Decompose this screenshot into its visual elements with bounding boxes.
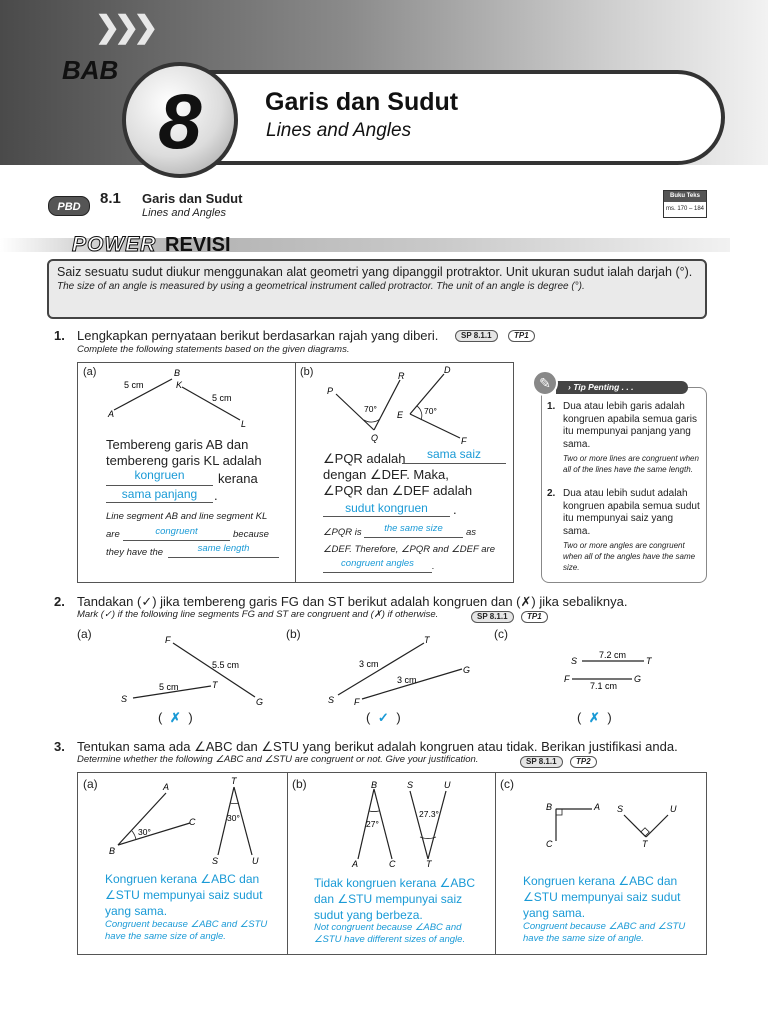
power-heading: POWER — [72, 233, 157, 256]
column-divider — [495, 772, 496, 955]
q2b-segments-diagram — [320, 633, 480, 708]
close-paren: ) — [607, 710, 612, 725]
q1a-en-because: because — [233, 529, 269, 540]
q3c-angles-diagram — [540, 795, 690, 855]
point-s-label: S — [328, 695, 335, 705]
point-d-label: D — [444, 365, 451, 375]
point-e-label: E — [397, 410, 404, 420]
revision-text-en: The size of an angle is measured by using a geometrical instrument called protractor. The unit of an angle is degree (°). — [57, 281, 585, 292]
tp-tag: TP2 — [570, 756, 597, 768]
answer-blank — [364, 537, 463, 538]
q3c-answer-en: Congruent because ∠ABC and ∠STU have the same size of angle. — [523, 921, 686, 944]
q1a-line1: Tembereng garis AB dan — [106, 437, 249, 452]
point-p-label: P — [327, 386, 334, 396]
question-1-number: 1. — [54, 328, 65, 343]
length-ab-label: 5 cm — [124, 380, 144, 390]
chapter-title-frame — [160, 70, 725, 165]
point-t-label: T — [424, 635, 430, 645]
q1b-period: . — [453, 502, 457, 517]
section-number: 8.1 — [100, 190, 121, 207]
q2-part-a-label: (a) — [77, 627, 92, 641]
q3b-angles-diagram — [340, 775, 460, 870]
open-paren: ( — [158, 710, 163, 725]
q3a-angles-diagram — [100, 775, 270, 870]
answer-blank — [106, 485, 213, 486]
angle-pqr-label: 70° — [364, 404, 377, 414]
length-fg-label: 3 cm — [397, 675, 417, 685]
revisi-heading: REVISI — [165, 234, 231, 256]
column-divider — [287, 772, 288, 955]
close-paren: ) — [396, 710, 401, 725]
column-divider — [295, 362, 296, 583]
question-3-number: 3. — [54, 739, 65, 754]
q1b-en-line2: ∠DEF. Therefore, ∠PQR and ∠DEF are — [323, 544, 495, 555]
point-f-label: F — [564, 674, 570, 684]
length-st-label: 3 cm — [359, 659, 379, 669]
sp-tag: SP 8.1.1 — [520, 756, 563, 768]
point-c-label: C — [389, 859, 396, 869]
q2a-mark — [158, 710, 193, 726]
length-st-label: 7.2 cm — [599, 650, 627, 660]
point-a-label: A — [163, 782, 170, 792]
q1a-en-line1: Line segment AB and line segment KL — [106, 511, 268, 522]
point-b-label: B — [109, 846, 116, 856]
tip-2-text: Dua atau lebih sudut adalah kongruen apabila semua sudut itu mempunyai saiz yang sama. — [563, 488, 700, 537]
q3-part-b-label: (b) — [292, 777, 307, 791]
question-2-text-en: Mark (✓) if the following line segments FG and ST are congruent and (✗) if otherwise. — [77, 609, 439, 620]
cross-mark-icon: ✗ — [169, 710, 181, 725]
point-b-label: B — [371, 780, 378, 790]
q1a-en-they-have: they have the — [106, 547, 164, 558]
point-f-label: F — [165, 635, 171, 645]
line-segments-diagram — [100, 365, 260, 430]
tp-tag: TP1 — [508, 330, 535, 342]
question-3-text: Tentukan sama ada ∠ABC dan ∠STU yang berikut adalah kongruen atau tidak. Berikan justifikasi anda. — [77, 739, 678, 754]
question-1-text-en: Complete the following statements based on the given diagrams. — [77, 344, 350, 355]
q1a-en-answer-2: same length — [197, 543, 250, 554]
textbook-reference — [663, 190, 707, 218]
chapter-title: Garis dan Sudut — [265, 88, 459, 116]
sp-tag: SP 8.1.1 — [455, 330, 498, 342]
answer-blank — [323, 572, 432, 573]
point-b-label: B — [546, 802, 553, 812]
chapter-number: 8 — [158, 77, 202, 165]
answer-blank — [168, 557, 279, 558]
q2a-segments-diagram — [115, 633, 275, 708]
q1a-en-answer-1: congruent — [155, 526, 198, 537]
angle-stu-label: 27.3° — [419, 809, 439, 819]
length-st-label: 5 cm — [159, 682, 179, 692]
length-kl-label: 5 cm — [212, 393, 232, 403]
q2c-segments-diagram — [562, 645, 672, 695]
part-b-label: (b) — [300, 366, 314, 378]
point-k-label: K — [176, 380, 183, 390]
tip-1-text-en: Two or more lines are congruent when all of the lines have the same length. — [563, 454, 699, 474]
point-u-label: U — [444, 780, 451, 790]
close-paren: ) — [188, 710, 193, 725]
point-g-label: G — [463, 665, 471, 675]
q3b-answer-en: Not congruent because ∠ABC and ∠STU have different sizes of angle. — [314, 922, 466, 945]
revision-note-box — [47, 259, 707, 319]
textbook-pages: ms. 170 – 184 — [665, 206, 705, 212]
q1b-en-answer-1: the same size — [384, 523, 443, 534]
point-s-label: S — [617, 804, 624, 814]
q1b-answer-2: sudut kongruen — [345, 501, 428, 515]
point-c-label: C — [189, 817, 196, 827]
point-f-label: F — [354, 697, 360, 707]
angle-stu-label: 30° — [227, 813, 240, 823]
point-r-label: R — [398, 371, 405, 381]
q3-part-a-label: (a) — [83, 777, 98, 791]
point-t-label: T — [426, 859, 432, 869]
revision-text-ms: Saiz sesuatu sudut diukur menggunakan alat geometri yang dipanggil protraktor. Unit ukuran sudut ialah darjah (°). — [57, 265, 693, 279]
q1b-line2: dengan ∠DEF. Maka, — [323, 467, 449, 482]
point-t-label: T — [646, 656, 652, 666]
point-g-label: G — [634, 674, 642, 684]
q2-part-c-label: (c) — [494, 627, 508, 641]
q3a-answer: Kongruen kerana ∠ABC dan ∠STU mempunyai saiz sudut yang sama. — [105, 872, 263, 918]
q1b-en-as: as — [466, 527, 477, 538]
q1b-line1: ∠PQR adalah — [323, 451, 406, 466]
sp-tag: SP 8.1.1 — [471, 611, 514, 623]
angle-def-label: 70° — [424, 406, 437, 416]
point-b-label: B — [174, 368, 181, 378]
q1b-line3: ∠PQR dan ∠DEF adalah — [323, 483, 473, 498]
length-fg-label: 7.1 cm — [590, 681, 618, 691]
q1b-en-period: . — [432, 561, 435, 572]
question-1-text: Lengkapkan pernyataan berikut berdasarkan rajah yang diberi. — [77, 328, 439, 343]
textbook-label: Buku Teks — [664, 191, 706, 202]
check-mark-icon: ✓ — [377, 710, 389, 725]
point-t-label: T — [231, 776, 237, 786]
q2c-mark — [577, 710, 612, 726]
chapter-label: BAB — [62, 55, 119, 85]
tip-2-text-en: Two or more angles are congruent when all of the angles have the same size. — [563, 541, 696, 572]
point-c-label: C — [546, 839, 553, 849]
q1a-kerana: kerana — [218, 471, 258, 486]
section-title: Garis dan Sudut — [142, 191, 243, 206]
point-a-label: A — [352, 859, 359, 869]
tp-tag: TP1 — [521, 611, 548, 623]
question-2-number: 2. — [54, 594, 65, 609]
answer-blank — [323, 516, 450, 517]
q1b-en-line1: ∠PQR is — [323, 527, 362, 538]
q1b-answer-1: sama saiz — [426, 447, 482, 461]
q1a-en-are: are — [106, 529, 120, 540]
point-s-label: S — [571, 656, 578, 666]
length-fg-label: 5.5 cm — [212, 660, 240, 670]
tip-1-text: Dua atau lebih garis adalah kongruen apabila semua garis itu mempunyai panjang yang sama. — [563, 401, 697, 450]
question-2-text: Tandakan (✓) jika tembereng garis FG dan ST berikut adalah kongruen dan (✗) jika sebaliknya. — [77, 594, 628, 609]
answer-blank — [106, 502, 213, 503]
part-a-label: (a) — [83, 366, 97, 378]
chapter-subtitle: Lines and Angles — [266, 120, 412, 141]
tip-title: › Tip Penting . . . — [556, 381, 688, 394]
angle-abc-label: 30° — [138, 827, 151, 837]
q2-part-b-label: (b) — [286, 627, 301, 641]
point-t-label: T — [642, 839, 648, 849]
answer-blank — [402, 463, 506, 464]
point-s-label: S — [212, 856, 219, 866]
q2b-mark — [366, 710, 401, 726]
point-a-label: A — [108, 409, 115, 419]
q1a-line2: tembereng garis KL adalah — [106, 453, 262, 468]
angles-diagram — [320, 362, 480, 447]
point-u-label: U — [252, 856, 259, 866]
point-l-label: L — [241, 419, 247, 429]
point-u-label: U — [670, 804, 677, 814]
point-f-label: F — [461, 436, 467, 446]
angle-abc-label: 27° — [366, 819, 379, 829]
section-subtitle: Lines and Angles — [142, 207, 226, 219]
pbd-badge: PBD — [48, 196, 90, 216]
q3a-answer-en: Congruent because ∠ABC and ∠STU have the same size of angle. — [105, 919, 268, 942]
q3c-answer: Kongruen kerana ∠ABC dan ∠STU mempunyai saiz sudut yang sama. — [523, 874, 681, 920]
point-q-label: Q — [371, 433, 379, 443]
point-g-label: G — [256, 697, 264, 707]
point-s-label: S — [121, 694, 128, 704]
chapter-number-badge — [122, 62, 238, 178]
q1b-en-answer-2: congruent angles — [341, 558, 414, 569]
cross-mark-icon: ✗ — [588, 710, 600, 725]
tip-2-number: 2. — [547, 488, 556, 499]
point-s-label: S — [407, 780, 414, 790]
q1a-answer-1: kongruen — [134, 468, 185, 482]
tip-1-number: 1. — [547, 401, 556, 412]
q1a-answer-2: sama panjang — [121, 487, 198, 501]
q3-part-c-label: (c) — [500, 777, 514, 791]
lightbulb-icon: ✎ — [532, 370, 558, 396]
q1a-period: . — [214, 488, 218, 503]
question-3-text-en: Determine whether the following ∠ABC and ∠STU are congruent or not. Give your justification. — [77, 754, 479, 765]
point-a-label: A — [594, 802, 601, 812]
open-paren: ( — [366, 710, 371, 725]
chevron-decoration-icon: ❯❯❯ — [95, 11, 153, 44]
q3b-answer: Tidak kongruen kerana ∠ABC dan ∠STU mempunyai saiz sudut yang berbeza. — [314, 876, 476, 922]
open-paren: ( — [577, 710, 582, 725]
point-t-label: T — [212, 680, 218, 690]
answer-blank — [123, 540, 230, 541]
